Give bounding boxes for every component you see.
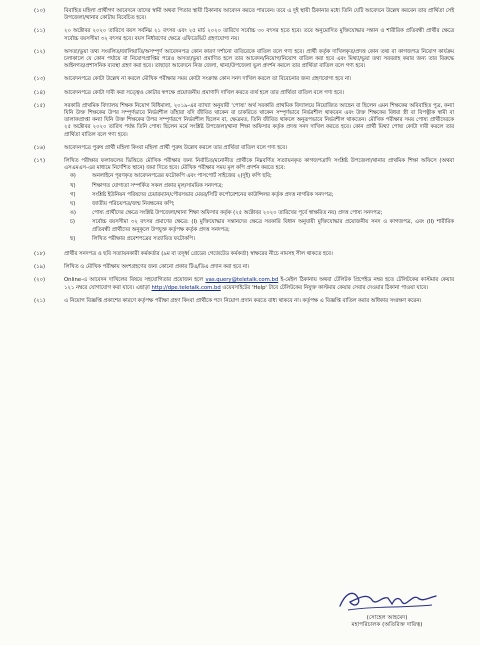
- list-item: [34, 49, 454, 71]
- item-text: অসত্য/ভুয়া তথ্য সংবলিত/জালিয়াতি/অসম্পূর্ণ আবেদনপত্র কোন কারণ দর্শানো ব্যতিরেকে বাতিল বলে গণ্য হবে। প্রার্থী কর্তৃক দাখিলকৃত/প্রদত্ত কোন তথ্য বা কাগজপত্র নিয়োগ কার্যক্রম চলাকালে যে কোন পর্যায়ে বা নিয়োগপ্রাপ্তির পরেও অসত্য/ভুয়া প্রমাণিত হলে তার আবেদন/নিয়োগ/নিয়োগ বাতিল করা হবে এবং মিথ্যা/ভুয়া তথ্য সরবরাহ করার জন্য তার বিরুদ্ধে আইনগত/প্রশাসনিক ব্যবস্থা গ্রহণ করা হবে। তাছাড়া আবেদনে নিজ জেলা, থানা/উপজেলা ভুল প্রদর্শন করলে তার প্রার্থিতা বাতিল বলে গণ্য হবে।: [64, 48, 454, 70]
- item-number: (১১): [34, 28, 46, 35]
- sub-item-text: অনলাইনে পূরণকৃত আবেদনপত্রের ফটোকপি এবং পাসপোর্ট সাইজের ২(দুই) কপি ছবি;: [92, 173, 272, 180]
- sub-item-text: পোষ্য প্রার্থীদের ক্ষেত্রে সংশ্লিষ্ট উপজেলা/থানা শিক্ষা অফিসার কর্তৃক (২৫ অক্টোবর ২০২০ তারিখের পূর্বে স্বাক্ষরিত নয়) প্রদত্ত পোষ্য সনদপত্র;: [92, 210, 383, 217]
- sub-item-text: শিক্ষাগত যোগ্যতা সম্পর্কিত সকল প্রকার মূল/সাময়িক সনদপত্র;: [92, 182, 224, 189]
- list-item: [34, 103, 454, 139]
- item-text: আবেদনপত্রে কোটা উল্লেখ না করলে মৌখিক পরীক্ষার সময় কোটা সংক্রান্ত কোন সনদ দাখিল করলে তা বিবেচনার জন্য গ্রহণযোগ্য হবে না।: [64, 76, 352, 83]
- sub-list-item: [64, 173, 454, 180]
- support-email-link[interactable]: vas.query@teletalk.com.bd: [205, 277, 279, 284]
- sub-list-item: [64, 201, 454, 208]
- item-number: (১৫): [34, 102, 46, 109]
- signatory-title: মহাপরিচালক (অতিরিক্ত দায়িত্ব): [351, 622, 423, 628]
- item-number: (১৬): [34, 144, 46, 151]
- item-text: লিখিত পরীক্ষার ফলাফলের ভিত্তিতে মৌখিক পরীক্ষার জন্য নির্বাচিত/মনোনীত প্রার্থীকে নিম্নবর্ণিত সত্যায়নকৃত কাগজপত্রাদি সংশ্লিষ্ট উপজেলা/থানার প্রাথমিক শিক্ষা অফিসে (অথবা এসএমএস-এর মাধ্যমে নির্দেশিত স্থানে) জমা দিতে হবে। মৌখিক পরীক্ষার সময় মূল কপি প্রদর্শন করতে হবে:: [64, 158, 454, 172]
- list-item: [34, 145, 454, 152]
- item-text: এ নিয়োগ বিজ্ঞপ্তি প্রকাশের কারণে কর্তৃপক্ষ পরীক্ষা গ্রহণ কিংবা প্রার্থীকে পদে নিয়োগ প্রদান করতে বাধ্য থাকবে না। কর্তৃপক্ষ এ বিজ্ঞপ্তি বাতিল করার অধিকার সংরক্ষণ করেন।: [64, 297, 422, 304]
- item-number: (১০): [34, 8, 46, 14]
- item-number: (১৩): [34, 76, 46, 83]
- website-link[interactable]: http://dpe.teletalk.com.bd: [151, 284, 221, 291]
- sub-item-number: খ): [70, 182, 76, 189]
- item-number: (১৮): [34, 251, 46, 258]
- signatory-name: (সোহেল আহমেদ): [366, 615, 408, 621]
- item-text: লিখিত ও মৌখিক পরীক্ষায় অংশগ্রহণের জন্য কোনো প্রকার টিএ/ডিএ প্রদান করা হবে না।: [64, 264, 250, 271]
- sub-list-item: [64, 236, 454, 243]
- list-item: [34, 251, 454, 258]
- item-text: প্রার্থীর সনদপত্র ও ছবি সত্যায়নকারী কর্মকর্তার (৯ম বা তদূর্ধ্ব গ্রেডের গেজেটেড কর্মকর্তা) স্বাক্ষরের নীচে নামসহ সীল থাকতে হবে।: [64, 251, 333, 258]
- sub-item-number: চ): [70, 219, 75, 226]
- sub-item-text: লিখিত পরীক্ষার প্রবেশপত্রের সত্যায়িত ফটোকপি।: [92, 235, 195, 242]
- help-text-intro: Online-এ আবেদন দাখিলের বিষয়ে সহযোগিতার প্রয়োজন হলে: [64, 277, 206, 284]
- item-text: ২০ অক্টোবর ২০২০ তারিখে বয়স সর্বনিম্ন ২১ বৎসর এবং ২৫ মার্চ ২০২০ তারিখে সর্বোচ্চ ৩০ বৎসর হতে হবে। তবে অনুমোদিত মুক্তিযোদ্ধার সন্তান ও শারীরিক প্রতিবন্ধী প্রার্থীর ক্ষেত্রে সর্বোচ্চ বয়সসীমা ৩২ বৎসর হবে। বয়স নির্ধারণের ক্ষেত্রে এফিডেভিট গ্রহণযোগ্য নয়।: [64, 28, 454, 42]
- item-text: আবেদনপত্রে পুরুষ প্রার্থী মহিলা কিংবা মহিলা প্রার্থী পুরুষ উল্লেখ করলে তার প্রার্থিতা বাতিল বলে গণ্য হবে।: [64, 144, 288, 151]
- list-item: [34, 298, 454, 305]
- item-text: [64, 277, 454, 291]
- sub-item-text: সংশ্লিষ্ট ইউনিয়ন পরিষদের চেয়ারম্যান/পৌরসভার মেয়র/সিটি কর্পোরেশনের কাউন্সিলর কর্তৃক প্রদত্ত নাগরিক সনদপত্র;: [92, 191, 334, 198]
- item-number: (২০): [34, 277, 46, 284]
- sub-item-number: ছ): [70, 235, 76, 242]
- item-number: (২১): [34, 297, 46, 304]
- list-item: [34, 277, 454, 291]
- document-body: [34, 8, 454, 311]
- list-item: [34, 90, 454, 97]
- item-text: বিবাহিত মহিলা প্রার্থীগণ আবেদনে তাদের স্বামী অথবা পিতার স্থায়ী ঠিকানায় আবেদন করতে পারবেন। তবে এ দুই স্থায়ী ঠিকানার মধ্যে তিনি যেটি আবেদনে উল্লেখ করবেন তার প্রার্থিতা সেই উপজেলা/থানার কোটায় বিবেচিত হবে।: [64, 8, 454, 22]
- sub-list-item: [64, 219, 454, 233]
- list-item: [34, 264, 454, 271]
- list-item: [34, 158, 454, 245]
- item-number: (১৯): [34, 264, 46, 271]
- sub-item-number: গ): [70, 191, 76, 198]
- list-item: [34, 76, 454, 83]
- sub-item-number: ক): [70, 173, 76, 180]
- sub-item-number: ঘ): [70, 201, 76, 208]
- item-number: (১২): [34, 48, 46, 55]
- sub-list-item: [64, 183, 454, 190]
- item-text: আবেদনপত্রে কোটা দাবী করা সত্ত্বেও কোটার স্বপক্ষে প্রয়োজনীয় প্রমাণাদি দাখিল করতে ব্যর্থ হলে তার প্রার্থিতা বাতিল বলে গণ্য হবে।: [64, 89, 344, 96]
- list-item: [34, 28, 454, 42]
- help-text-end: ওয়েবসাইটের 'Help' টাবে টেলিটকের নিযুক্ত কাস্টমার কেয়ার সেবার দেওয়ার ঠিকানা পাওয়া যাবে।: [220, 284, 429, 291]
- help-text-middle: ই-মেইল ঠিকানায় অথবা টেলিটক প্রিপেইড নম্বর হতে টেলিটকের কাস্টমার কেয়ার ১২১ নম্বরে যোগাযোগ করা যাবে। এছাড়া: [64, 277, 454, 291]
- sub-item-text: সর্বোচ্চ বয়সসীমা ৩২ বৎসর প্রমাণের ক্ষেত্রে: (I) মুক্তিযোদ্ধার সন্তানদের ক্ষেত্রে সরকারি বিধান অনুযায়ী মুক্তিযোদ্ধার প্রয়োজনীয় সনদ ও কাগজপত্র, এবং (II) শারীরিক প্রতিবন্ধী প্রার্থীদের অনুকূলে উপযুক্ত কর্তৃপক্ষ কর্তৃক প্রদত্ত সনদপত্র;: [92, 219, 454, 233]
- item-number: (১৪): [34, 89, 46, 96]
- sub-list-item: [64, 210, 454, 217]
- sub-list-item: [64, 192, 454, 199]
- item-text: সরকারি প্রাথমিক বিদ্যালয় শিক্ষক নিয়োগ বিধিমালা, ২০১৯-এর ব্যাখ্যা অনুযায়ী 'পোষ্য' অর্থ সরকারি প্রাথমিক বিদ্যালয়ে নিয়োজিত আছেন বা ছিলেন এমন শিক্ষকের অবিবাহিত পুত্র, কন্যা যিনি উক্ত শিক্ষকের উপর সম্পূর্ণভাবে নির্ভরশীল তাঁহারা যদি জীবিত থাকেন বা চাকরিতে থাকেন সম্পূর্ণভাবে নির্ভরশীল থাকবেন এবং উক্ত শিক্ষকের বিধবা স্ত্রী বা বিপত্নীক স্বামী বা তালাকপ্রাপ্তা কন্যা যিনি উক্ত শিক্ষকের উপর সম্পূর্ণরূপে নির্ভরশীল ছিলেন বা, ক্ষেত্রমত, তিনি জীবিত থাকলে অনুরূপভাবে নির্ভরশীল থাকতেন। মৌখিক পরীক্ষার সময় পোষ্য প্রার্থীদেরকে ২৫ অক্টোবর ২০২০ তারিখ পর্যন্ত তিনি পোষ্য ছিলেন মর্মে সংশ্লিষ্ট উপজেলা/থানা শিক্ষা অফিসার কর্তৃক প্রদত্ত সনদ দাখিল করতে হবে। কোন প্রার্থী মিথ্যা পোষ্য কোটা দাবী করলে তার প্রার্থিতা বাতিল বলে গণ্য হবে।: [64, 102, 454, 138]
- handwritten-signature: [332, 586, 442, 614]
- list-item: [34, 8, 454, 22]
- signature-block: [312, 586, 462, 629]
- sub-item-number: ঙ): [70, 210, 76, 217]
- item-number: (১৭): [34, 158, 46, 165]
- sub-item-text: জাতীয় পরিচয়পত্র/জন্ম নিবন্ধনের কপি;: [92, 201, 175, 208]
